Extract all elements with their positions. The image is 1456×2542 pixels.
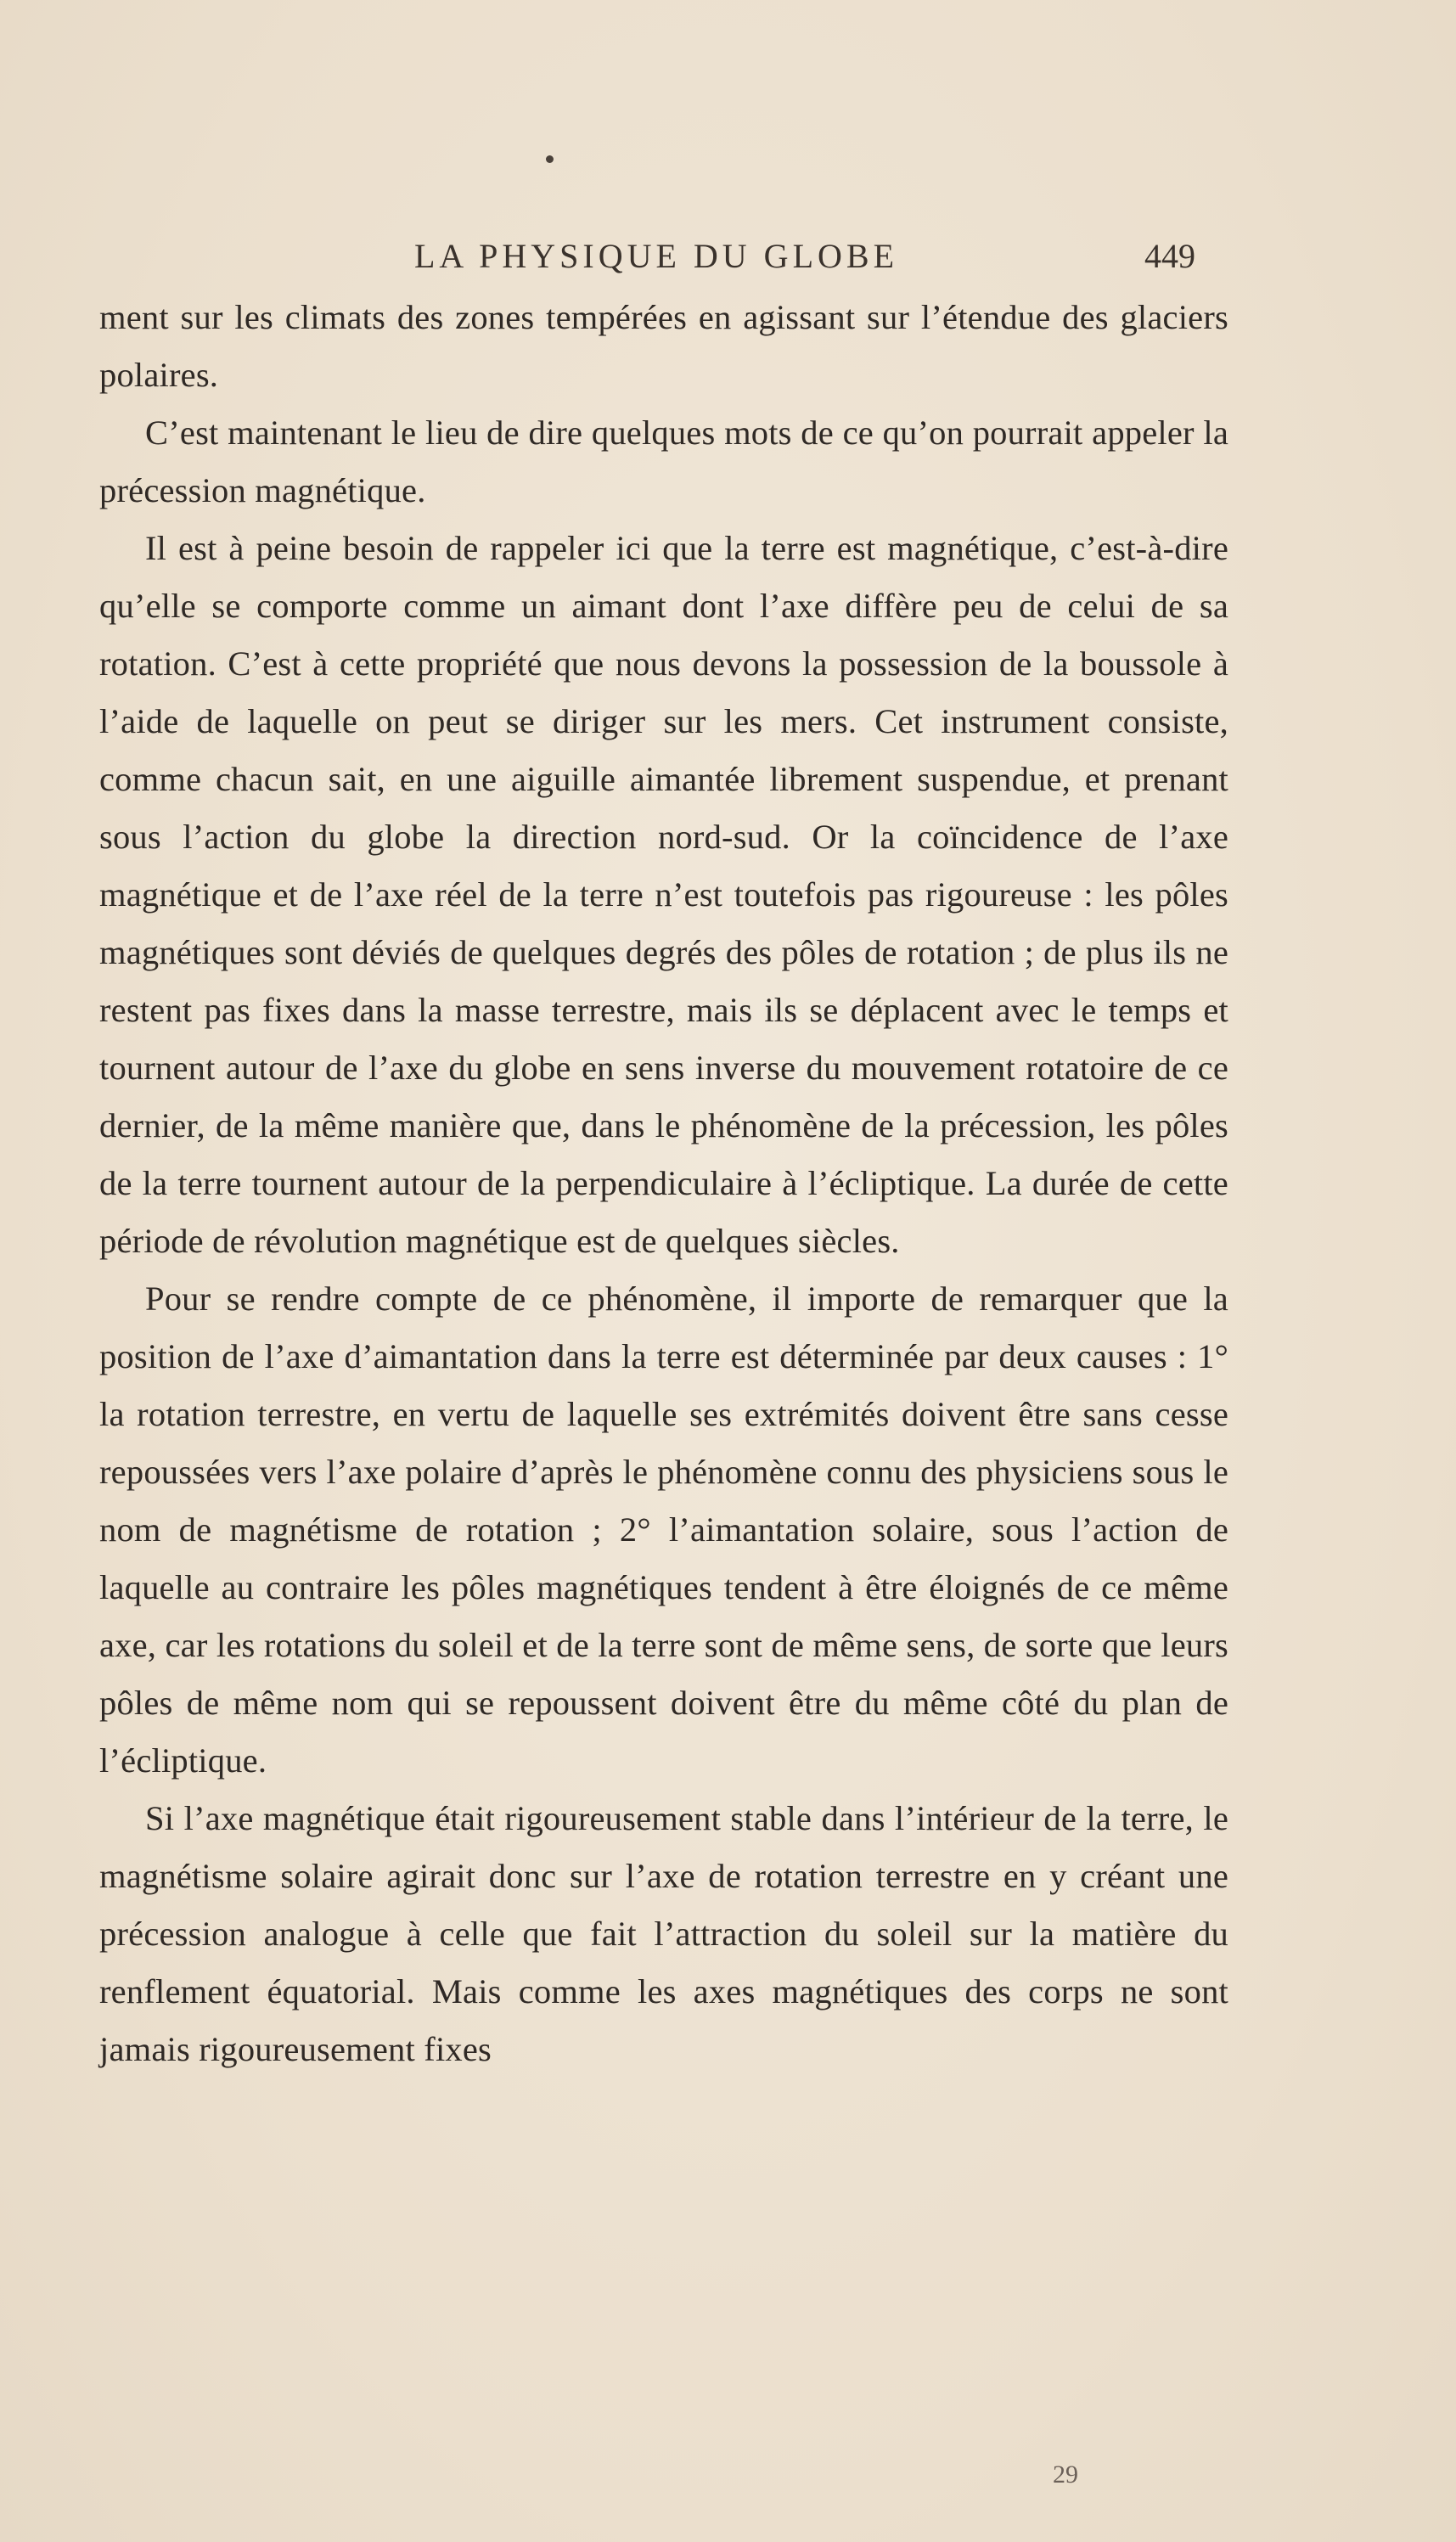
body-text [99, 289, 1228, 2078]
paragraph-1: ment sur les climats des zones tempérées en agissant sur l’étendue des glaciers polaires. [99, 298, 1228, 394]
ink-dot [546, 155, 554, 163]
running-title: LA PHYSIQUE DU GLOBE [414, 237, 898, 275]
paragraph-3: Il est à peine besoin de rappeler ici que la terre est magnétique, c’est-à-dire qu’elle se comporte comme un aimant dont l’axe diffère peu de celui de sa rotation. C’est à cette propriété que nous devons la possession de la boussole à l’aide de laquelle on peut se diriger sur les mers. Cet instrument consiste, comme chacun sait, en une aiguille aimantée librement suspendue, et prenant sous l’action du globe la direction nord-sud. Or la coïncidence de l’axe magnétique et de l’axe réel de la terre n’est toutefois pas rigoureuse : les pôles magnétiques sont déviés de quelques degrés des pôles de rotation ; de plus ils ne restent pas fixes dans la masse terrestre, mais ils se déplacent avec le temps et tournent autour de l’axe du globe en sens inverse du mouvement rotatoire de ce dernier, de la même manière que, dans le phénomène de la précession, les pôles de la terre tournent autour de la perpendiculaire à l’écliptique. La durée de cette période de révolution magnétique est de quelques siècles. [99, 529, 1228, 1260]
signature-mark: 29 [1053, 2460, 1078, 2489]
running-head [0, 236, 1456, 278]
paragraph-2: C’est maintenant le lieu de dire quelques mots de ce qu’on pourrait appeler la précession magnétique. [99, 413, 1228, 509]
page-number: 449 [1144, 237, 1195, 275]
paragraph-4: Pour se rendre compte de ce phénomène, il importe de remarquer que la position de l’axe d’aimantation dans la terre est déterminée par deux causes : 1° la rotation terrestre, en vertu de laquelle ses extrémités doivent être sans cesse repoussées vers l’axe polaire d’après le phénomène connu des physiciens sous le nom de magnétisme de rotation ; 2° l’aimantation solaire, sous l’action de laquelle au contraire les pôles magnétiques tendent à être éloignés de ce même axe, car les rotations du soleil et de la terre sont de même sens, de sorte que leurs pôles de même nom qui se repoussent doivent être du même côté du plan de l’écliptique. [99, 1279, 1228, 1780]
paragraph-5: Si l’axe magnétique était rigoureusement stable dans l’intérieur de la terre, le magnétisme solaire agirait donc sur l’axe de rotation terrestre en y créant une précession analogue à celle que fait l’attraction du soleil sur la matière du renflement équatorial. Mais comme les axes magnétiques des corps ne sont jamais rigoureusement fixes [99, 1799, 1228, 2068]
